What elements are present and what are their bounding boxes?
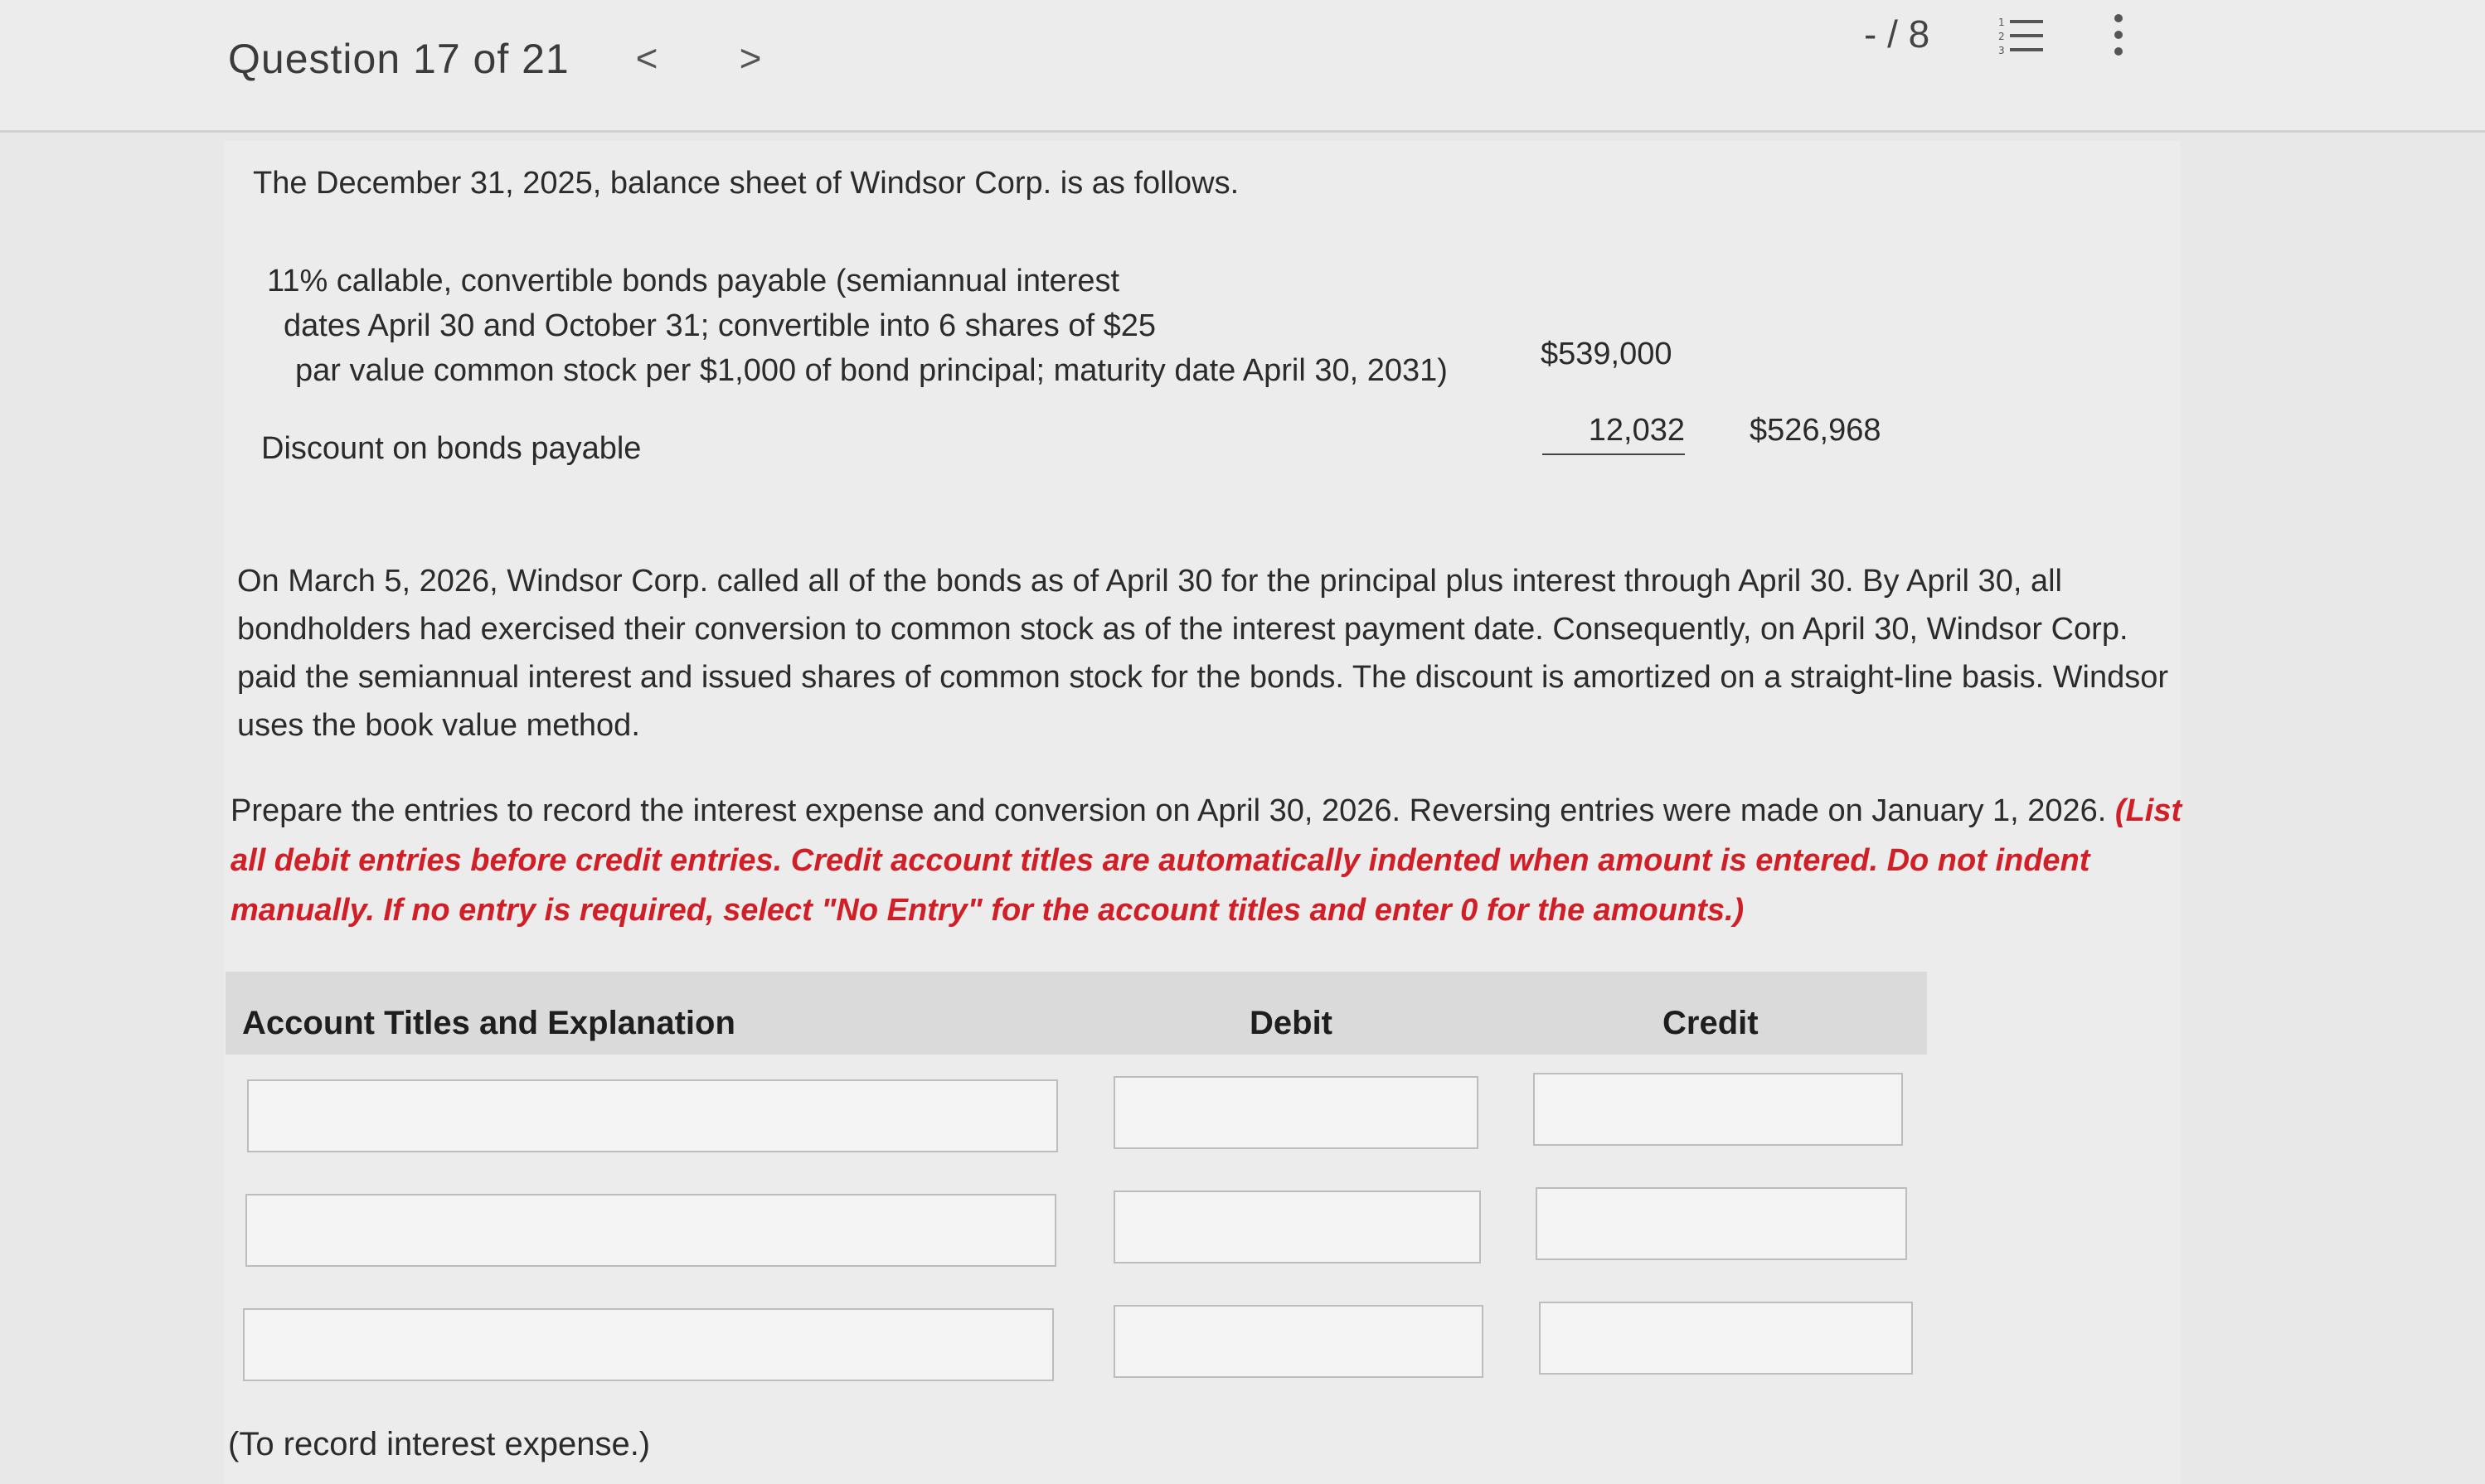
debit-column-header: Debit xyxy=(1250,1005,1332,1041)
score-display: - / 8 xyxy=(1864,12,1930,56)
discount-label: Discount on bonds payable xyxy=(261,431,642,466)
discount-amount: 12,032 xyxy=(1542,413,1685,455)
svg-text:2: 2 xyxy=(1998,31,2005,42)
svg-text:3: 3 xyxy=(1998,45,2005,56)
credit-column-header: Credit xyxy=(1662,1005,1759,1041)
svg-text:1: 1 xyxy=(1998,17,2005,28)
bond-description-line3: par value common stock per $1,000 of bond principal; maturity date April 30, 2031) xyxy=(295,353,1448,388)
credit-input-1[interactable] xyxy=(1533,1073,1903,1146)
instructions-text: (List all debit entries before credit entries. Credit account titles are automatically indented when amount is entered. Do not indent manually. If no entry is required, select "No Entry" for the account titles and enter 0 for the amounts.) xyxy=(231,793,2182,928)
question-list-icon[interactable] xyxy=(1998,15,2045,56)
bond-description-line2: dates April 30 and October 31; convertible into 6 shares of $25 xyxy=(284,308,1156,343)
task-paragraph xyxy=(231,786,2187,935)
debit-input-2[interactable] xyxy=(1114,1191,1481,1263)
next-question-button[interactable]: > xyxy=(739,36,762,80)
bond-description-line1: 11% callable, convertible bonds payable (semiannual interest xyxy=(267,264,1120,298)
task-text: Prepare the entries to record the interest expense and conversion on April 30, 2026. Reversing entries were made on January 1, 2026. xyxy=(231,793,2107,828)
scenario-paragraph: On March 5, 2026, Windsor Corp. called all of the bonds as of April 30 for the principal plus interest through April 30. By April 30, all bondholders had exercised their conversion to common stock as of the interest payment date. Consequently, on April 30, Windsor Corp. paid the semiannual interest and issued shares of common stock for the bonds. The discount is amortized on a straight-line basis. Windsor uses the book value method. xyxy=(237,564,2169,743)
debit-input-3[interactable] xyxy=(1114,1305,1483,1378)
previous-question-button[interactable]: < xyxy=(635,36,658,80)
intro-text: The December 31, 2025, balance sheet of Windsor Corp. is as follows. xyxy=(253,166,1240,201)
credit-input-3[interactable] xyxy=(1539,1302,1913,1375)
account-title-input-2[interactable] xyxy=(245,1194,1056,1267)
top-bar xyxy=(0,0,2485,133)
bond-description xyxy=(267,259,1511,393)
debit-input-1[interactable] xyxy=(1114,1076,1478,1149)
account-title-input-3[interactable] xyxy=(243,1308,1054,1381)
account-column-header: Account Titles and Explanation xyxy=(242,1005,735,1041)
entry-note: (To record interest expense.) xyxy=(228,1426,651,1462)
more-options-icon[interactable] xyxy=(2106,12,2131,58)
question-counter: Question 17 of 21 xyxy=(228,36,570,82)
carrying-value-amount: $526,968 xyxy=(1750,413,1881,448)
journal-table-header xyxy=(226,972,1927,1055)
account-title-input-1[interactable] xyxy=(247,1079,1058,1152)
credit-input-2[interactable] xyxy=(1536,1187,1907,1260)
bond-principal-amount: $539,000 xyxy=(1541,337,1672,371)
